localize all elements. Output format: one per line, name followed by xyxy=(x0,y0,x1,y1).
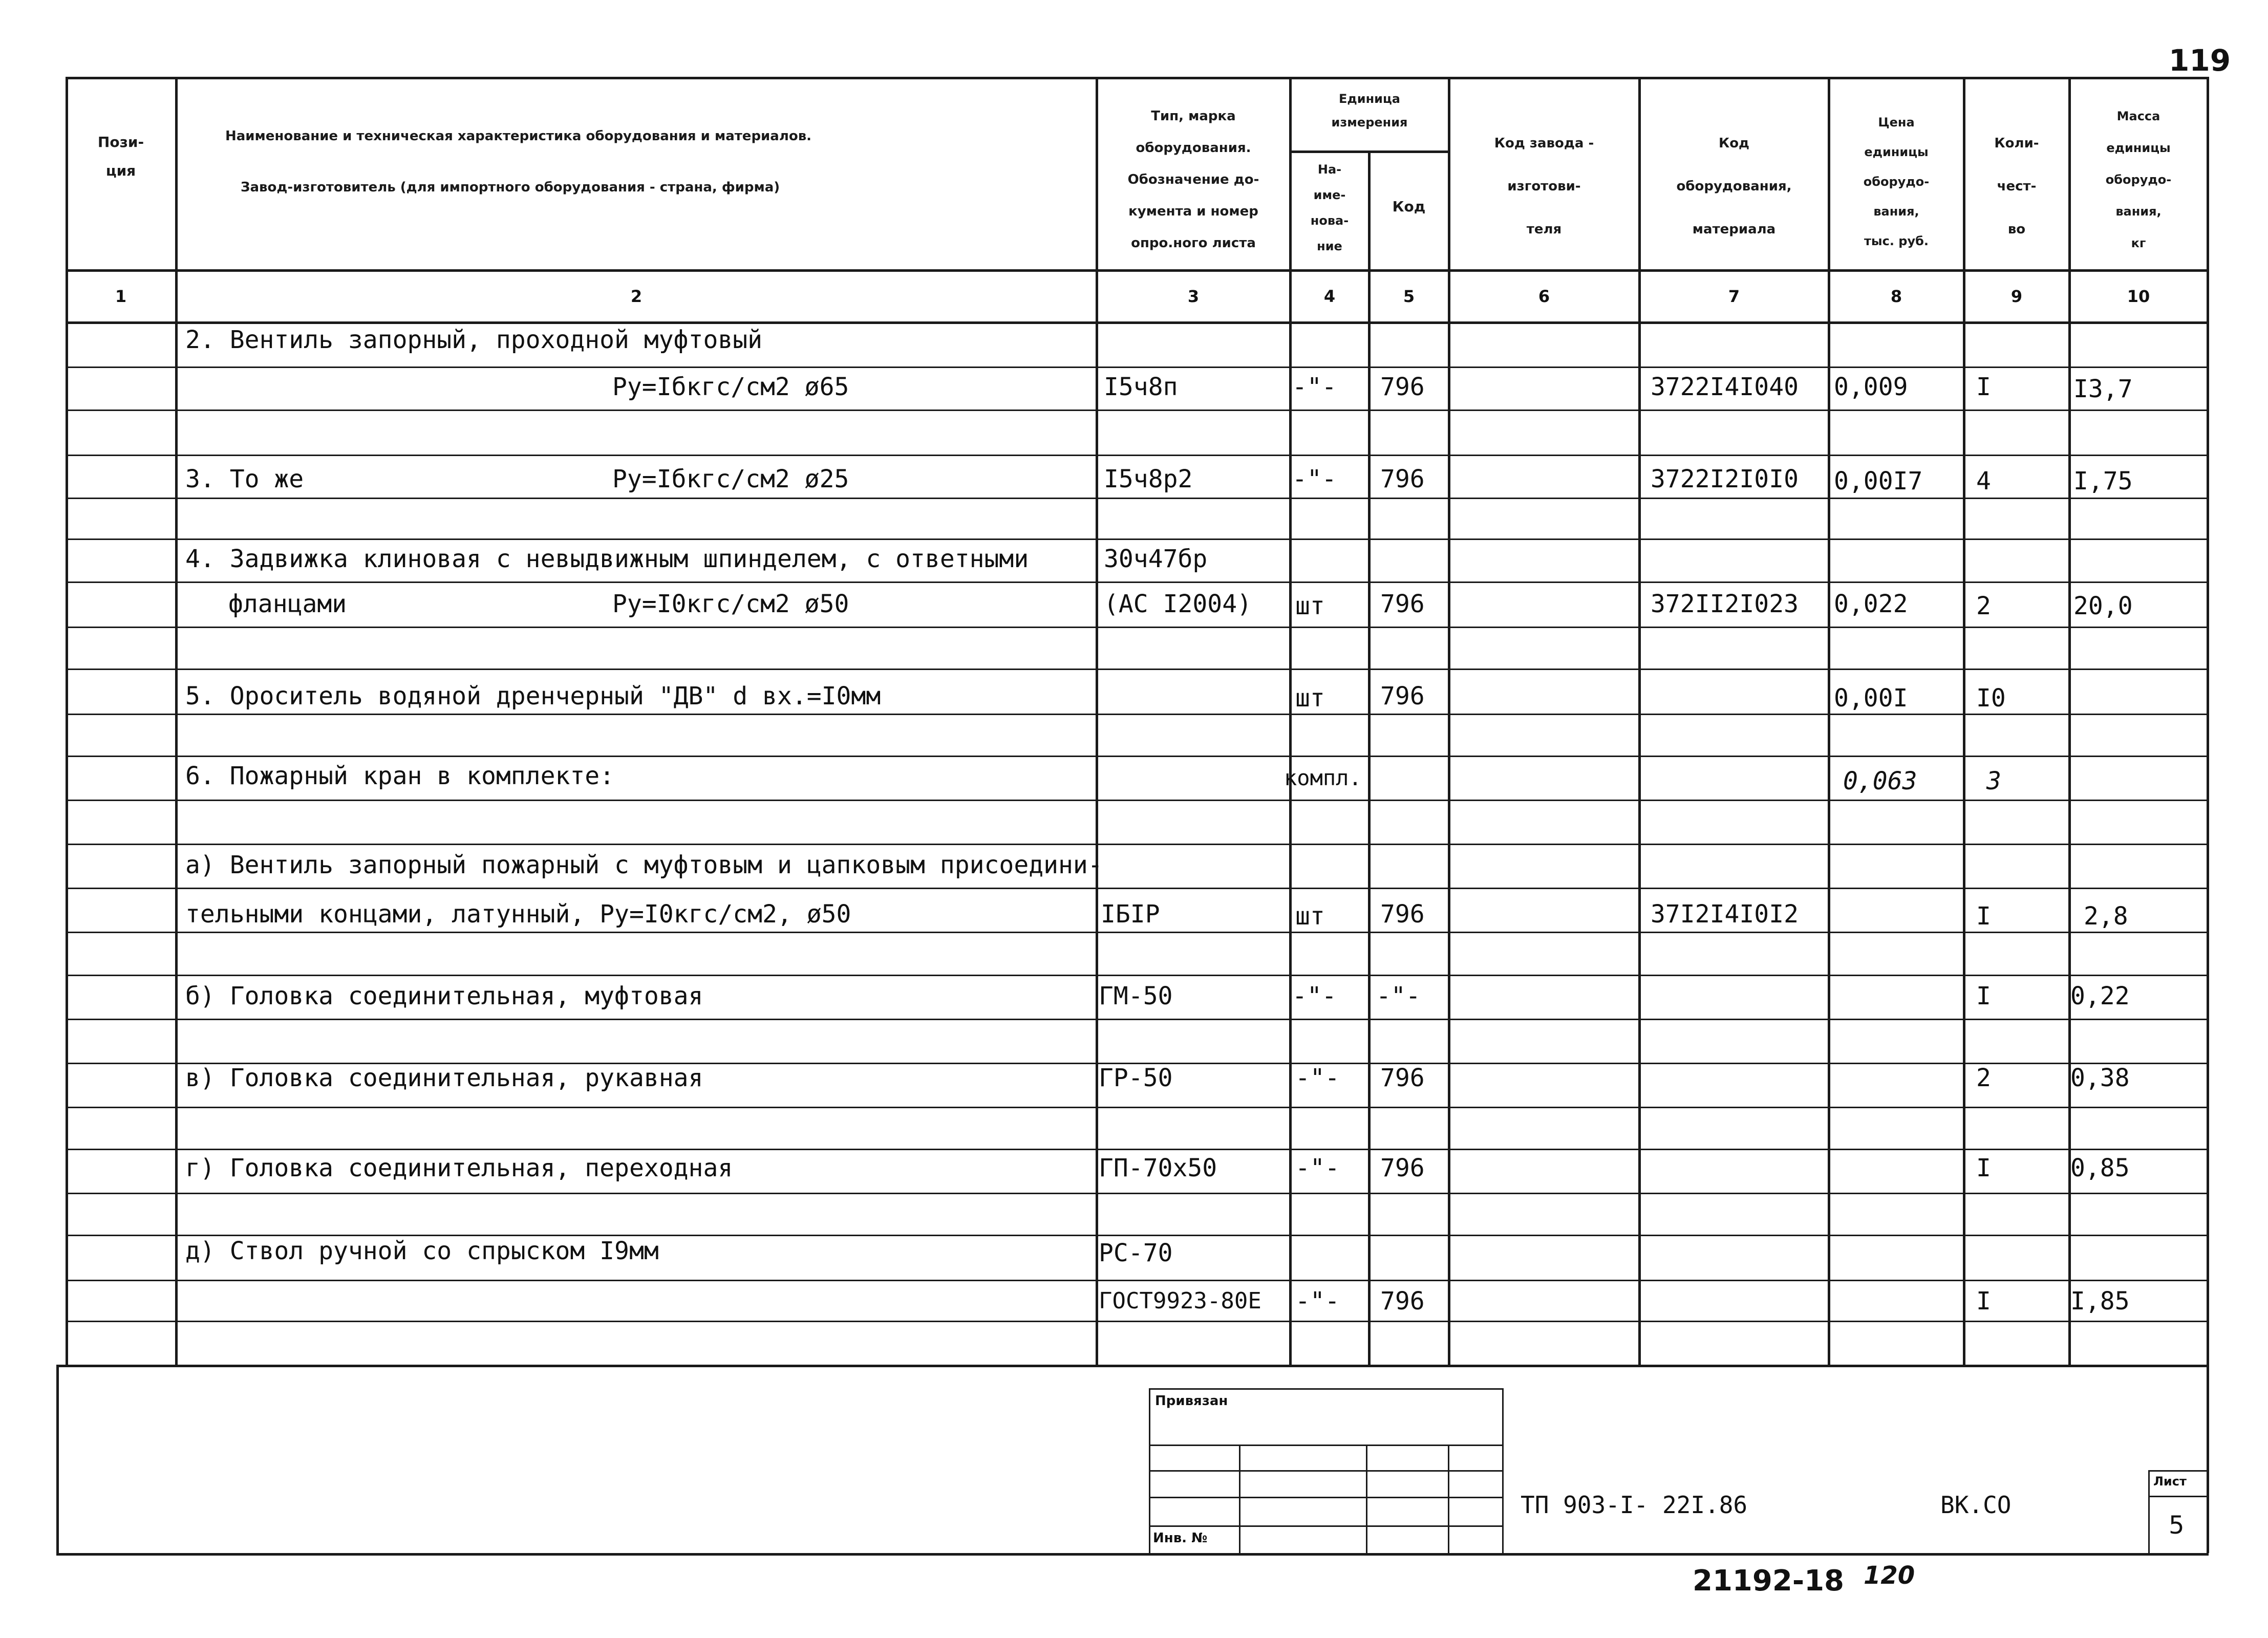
row-unit-code: 796 xyxy=(1380,682,1425,710)
column-number: 5 xyxy=(1403,287,1415,306)
row-qty: 2 xyxy=(1976,1064,1991,1092)
header-price-4: вания, xyxy=(1873,204,1919,219)
header-unit-name-2: име- xyxy=(1313,188,1346,202)
row-price: 0,063 xyxy=(1843,767,1917,795)
row-unit: -"- xyxy=(1295,1287,1340,1316)
header-qty-1: Коли- xyxy=(1994,136,2039,151)
row-qty: 2 xyxy=(1976,592,1991,620)
row-type: (АС I2004) xyxy=(1104,590,1252,618)
column-number: 10 xyxy=(2127,287,2150,306)
row-type: ГМ-50 xyxy=(1099,982,1173,1010)
row-unit: -"- xyxy=(1295,1064,1340,1092)
row-price: 0,00I7 xyxy=(1834,467,1923,495)
header-mass-3: оборудо- xyxy=(2105,173,2172,187)
column-number: 8 xyxy=(1890,287,1902,306)
header-unit-name-4: ние xyxy=(1317,239,1342,253)
sheet-marker: 119 xyxy=(2169,43,2231,78)
section-code: ВК.СО xyxy=(1940,1491,2012,1519)
archive-number: 21192-18 xyxy=(1693,1564,1844,1598)
row-name: д) Ствол ручной со спрыском I9мм xyxy=(185,1237,659,1265)
header-qty-2: чест- xyxy=(1997,179,2037,194)
row-name: в) Головка соединительная, рукавная xyxy=(185,1064,703,1092)
header-plant-code-2: изготови- xyxy=(1507,179,1581,194)
row-unit-code: 796 xyxy=(1380,1287,1425,1316)
row-name-detail: Ру=Iбкгс/см2 ø25 xyxy=(612,465,849,493)
column-number: 9 xyxy=(2010,287,2023,306)
row-equip-code: 3722I4I040 xyxy=(1651,373,1799,401)
row-qty: 3 xyxy=(1986,767,2001,795)
row-qty: I xyxy=(1976,982,1991,1010)
header-type-4: кумента и номер xyxy=(1128,204,1258,219)
row-qty: I xyxy=(1976,1287,1991,1316)
row-unit: -"- xyxy=(1292,982,1337,1010)
row-qty: I0 xyxy=(1976,684,2006,713)
column-number: 1 xyxy=(115,287,127,306)
row-unit-code: 796 xyxy=(1380,590,1425,618)
row-qty: I xyxy=(1976,1154,1991,1182)
row-mass: 0,38 xyxy=(2070,1064,2130,1092)
sheet-number: 5 xyxy=(2169,1511,2185,1540)
header-type-5: опро.ного листа xyxy=(1131,235,1256,251)
row-mass: I,75 xyxy=(2073,467,2133,495)
header-plant-code-3: теля xyxy=(1526,222,1562,237)
header-price-2: единицы xyxy=(1864,145,1929,159)
row-name: г) Головка соединительная, переходная xyxy=(185,1154,733,1182)
row-mass: 20,0 xyxy=(2073,592,2133,620)
row-price: 0,00I xyxy=(1834,684,1908,713)
document-code: ТП 903-I- 22I.86 xyxy=(1521,1491,1748,1519)
header-name-line1: Наименование и техническая характеристика оборудования и материалов. xyxy=(225,128,812,144)
row-type: I5ч8п xyxy=(1104,373,1178,401)
row-unit-code: 796 xyxy=(1380,373,1425,401)
header-name-line2: Завод-изготовитель (для импортного оборудования - страна, фирма) xyxy=(241,180,780,195)
header-mass-2: единицы xyxy=(2106,141,2171,155)
row-name: а) Вентиль запорный пожарный с муфтовым и цапковым присоедини- xyxy=(185,851,1103,879)
row-unit-code: 796 xyxy=(1380,1064,1425,1092)
row-unit-code: 796 xyxy=(1380,465,1425,493)
header-type-3: Обозначение до- xyxy=(1127,172,1259,187)
row-name: 5. Ороситель водяной дренчерный "ДВ" d вх.=I0мм xyxy=(185,682,881,710)
header-type-2: оборудования. xyxy=(1136,140,1251,156)
row-name: 2. Вентиль запорный, проходной муфтовый xyxy=(185,326,763,354)
row-equip-code: 3722I2I0I0 xyxy=(1651,465,1799,493)
row-equip-code: 37I2I4I0I2 xyxy=(1651,900,1799,929)
row-unit-code: 796 xyxy=(1380,900,1425,929)
linked-label: Привязан xyxy=(1155,1393,1228,1409)
header-unit-name-1: На- xyxy=(1317,162,1342,177)
row-name: 3. То же xyxy=(185,465,304,493)
header-qty-3: во xyxy=(2007,222,2026,237)
row-name: 4. Задвижка клиновая с невыдвижным шпинделем, с ответными xyxy=(185,545,1029,573)
column-number: 6 xyxy=(1538,287,1550,306)
row-type: ГП-70х50 xyxy=(1099,1154,1217,1182)
row-name: б) Головка соединительная, муфтовая xyxy=(185,982,703,1010)
row-price: 0,022 xyxy=(1834,590,1908,618)
header-equip-code-3: материала xyxy=(1692,222,1776,237)
row-unit: шт xyxy=(1295,902,1325,931)
header-mass-4: вания, xyxy=(2115,204,2162,219)
header-unit-code: Код xyxy=(1392,198,1426,215)
header-price-1: Цена xyxy=(1878,115,1915,130)
row-type: РС-70 xyxy=(1099,1239,1173,1267)
row-mass: I,85 xyxy=(2070,1287,2130,1316)
column-number: 4 xyxy=(1323,287,1336,306)
row-name: Ру=Iбкгс/см2 ø65 xyxy=(612,373,849,401)
row-unit: шт xyxy=(1295,684,1325,713)
row-mass: I3,7 xyxy=(2073,375,2133,403)
row-unit: шт xyxy=(1295,592,1325,620)
header-pos-1: Пози- xyxy=(97,134,144,150)
row-name: фланцами xyxy=(228,590,347,618)
row-type: 30ч47бр xyxy=(1104,545,1208,573)
header-mass-1: Масса xyxy=(2116,109,2160,123)
sheet-label: Лист xyxy=(2153,1474,2187,1489)
row-unit-code: 796 xyxy=(1380,1154,1425,1182)
column-number: 3 xyxy=(1187,287,1200,306)
row-name: тельными концами, латунный, Ру=I0кгс/см2, ø50 xyxy=(185,900,851,929)
row-mass: 0,85 xyxy=(2070,1154,2130,1182)
header-mass-5: кг xyxy=(2131,236,2146,250)
row-name: 6. Пожарный кран в комплекте: xyxy=(185,762,615,790)
header-equip-code-2: оборудования, xyxy=(1676,179,1792,194)
row-price: 0,009 xyxy=(1834,373,1908,401)
header-plant-code-1: Код завода - xyxy=(1494,136,1594,151)
row-unit: -"- xyxy=(1292,465,1337,493)
header-unit-name-3: нова- xyxy=(1310,213,1349,228)
row-mass: 2,8 xyxy=(2084,902,2128,931)
row-type: ГР-50 xyxy=(1099,1064,1173,1092)
page-number: 120 xyxy=(1864,1561,1915,1590)
header-unit-1: Единица xyxy=(1339,92,1400,106)
header-unit-2: измерения xyxy=(1331,115,1408,130)
header-pos-2: ция xyxy=(105,162,136,179)
row-unit: компл. xyxy=(1284,765,1362,790)
row-type: I5ч8р2 xyxy=(1104,465,1193,493)
row-equip-code: 372II2I023 xyxy=(1651,590,1799,618)
row-type: ГОСТ9923-80Е xyxy=(1099,1288,1261,1314)
row-name-detail: Ру=I0кгс/см2 ø50 xyxy=(612,590,849,618)
row-mass: 0,22 xyxy=(2070,982,2130,1010)
row-unit: -"- xyxy=(1292,373,1337,401)
row-qty: 4 xyxy=(1976,467,1991,495)
header-price-5: тыс. руб. xyxy=(1864,234,1929,248)
column-number: 7 xyxy=(1728,287,1740,306)
header-type-1: Тип, марка xyxy=(1151,109,1236,124)
row-unit-code: -"- xyxy=(1376,982,1421,1010)
row-type: IБIР xyxy=(1101,900,1160,929)
inventory-number-label: Инв. № xyxy=(1153,1531,1208,1546)
row-qty: I xyxy=(1976,373,1991,401)
row-unit: -"- xyxy=(1295,1154,1340,1182)
header-price-3: оборудо- xyxy=(1863,175,1930,189)
header-equip-code-1: Код xyxy=(1718,136,1750,151)
row-qty: I xyxy=(1976,902,1991,931)
column-number: 2 xyxy=(630,287,643,306)
